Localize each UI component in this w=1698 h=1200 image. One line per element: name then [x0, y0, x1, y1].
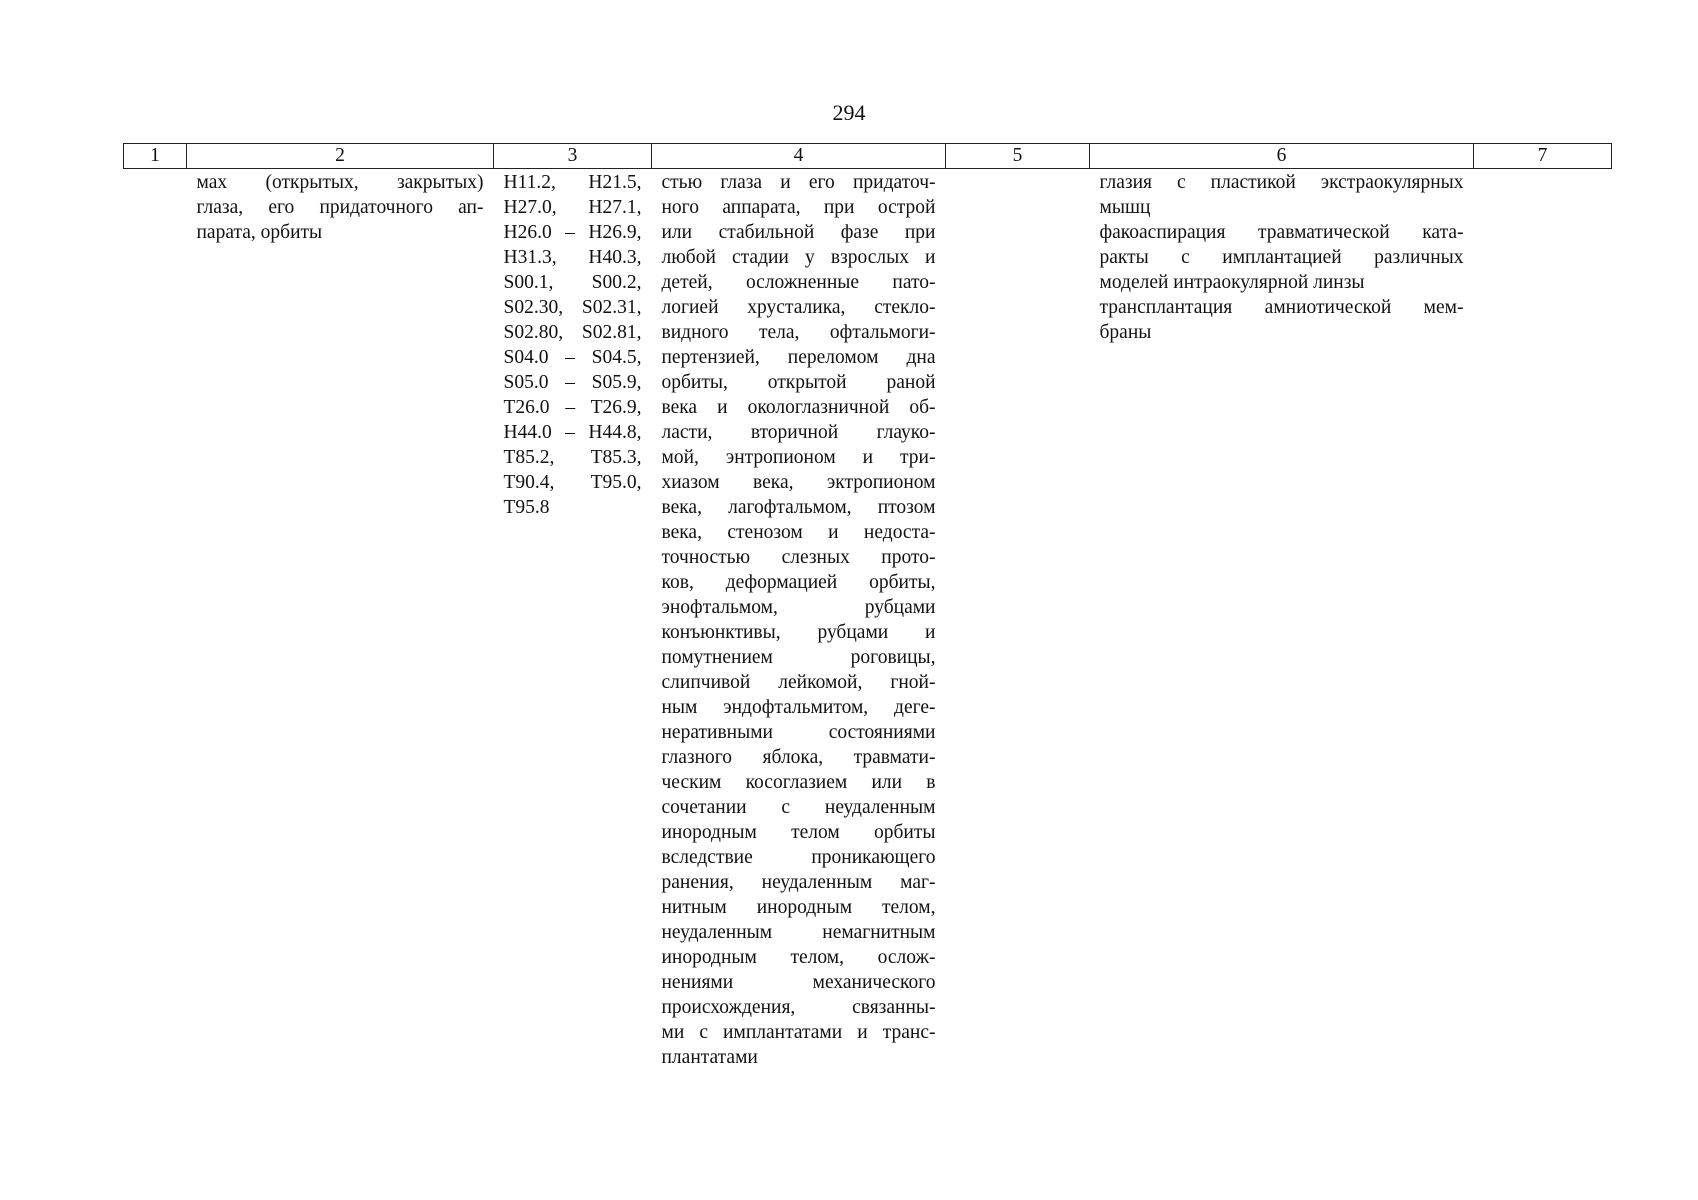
cell-col-5: [946, 169, 1090, 1071]
text-line: ков, деформацией орбиты,: [661, 572, 936, 593]
text-line: мой, энтропионом и три-: [661, 447, 936, 468]
icd-code-line: S02.30, S02.31,: [503, 297, 642, 318]
text-line: века, стенозом и недоста-: [661, 522, 936, 543]
text-line: любой стадии у взрослых и: [661, 247, 936, 268]
text-line: глаза, его придаточного ап-: [196, 197, 484, 218]
text-line: моделей интраокулярной линзы: [1099, 272, 1365, 293]
cell-patient-model: [652, 169, 946, 1071]
icd-code-line: H11.2, H21.5,: [503, 172, 642, 193]
icd-code-line: H27.0, H27.1,: [503, 197, 642, 218]
text-line: факоаспирация травматической ката-: [1099, 222, 1464, 243]
icd-code-line: S00.1, S00.2,: [503, 272, 642, 293]
cell-col-1: [124, 169, 187, 1071]
text-line: или стабильной фазе при: [661, 222, 936, 243]
icd-code-line: T85.2, T85.3,: [503, 447, 642, 468]
text-line: логией хрусталика, стекло-: [661, 297, 936, 318]
header-col-1: 1: [124, 144, 187, 169]
text-line: точностью слезных прото-: [661, 547, 936, 568]
text-line: ласти, вторичной глауко-: [661, 422, 936, 443]
icd-code-line: H26.0 – H26.9,: [503, 222, 642, 243]
table-row: [124, 169, 1612, 1071]
text-line: детей, осложненные пато-: [661, 272, 936, 293]
header-col-3: 3: [494, 144, 652, 169]
text-line: сочетании с неудаленным: [661, 797, 936, 818]
icd-code-line: T90.4, T95.0,: [503, 472, 642, 493]
text-line: глазного яблока, травмати-: [661, 747, 936, 768]
text-line: ческим косоглазием или в: [661, 772, 936, 793]
header-col-4: 4: [652, 144, 946, 169]
text-line: мышц: [1099, 197, 1151, 218]
medical-procedures-table: [123, 143, 1612, 1070]
text-line: нитным инородным телом,: [661, 897, 936, 918]
cell-condition-name: [187, 169, 494, 1071]
text-line: инородным телом орбиты: [661, 822, 936, 843]
text-line: происхождения, связанны-: [661, 997, 936, 1018]
icd-code-line: S02.80, S02.81,: [503, 322, 642, 343]
text-line: ным эндофтальмитом, деге-: [661, 697, 936, 718]
text-line: глазия с пластикой экстраокулярных: [1099, 172, 1464, 193]
text-line: неративными состояниями: [661, 722, 936, 743]
cell-treatment-methods: [1090, 169, 1474, 1071]
text-line: века, лагофтальмом, птозом: [661, 497, 936, 518]
icd-code-line: S05.0 – S05.9,: [503, 372, 642, 393]
cell-icd-codes: [494, 169, 652, 1071]
text-line: вследствие проникающего: [661, 847, 936, 868]
icd-code-line: T26.0 – T26.9,: [503, 397, 642, 418]
text-line: слипчивой лейкомой, гной-: [661, 672, 936, 693]
text-line: энофтальмом, рубцами: [661, 597, 936, 618]
icd-code-line: S04.0 – S04.5,: [503, 347, 642, 368]
page-number: 294: [832, 100, 866, 125]
text-line: века и окологлазничной об-: [661, 397, 936, 418]
header-col-5: 5: [946, 144, 1090, 169]
text-line: пертензией, переломом дна: [661, 347, 936, 368]
text-line: стью глаза и его придаточ-: [661, 172, 936, 193]
text-line: конъюнктивы, рубцами и: [661, 622, 936, 643]
text-line: хиазом века, эктропионом: [661, 472, 936, 493]
icd-code-line: H44.0 – H44.8,: [503, 422, 642, 443]
header-row: [124, 144, 1612, 169]
text-line: ракты с имплантацией различных: [1099, 247, 1464, 268]
icd-code-line: T95.8: [503, 497, 550, 518]
header-col-2: 2: [187, 144, 494, 169]
text-line: видного тела, офтальмоги-: [661, 322, 936, 343]
icd-code-line: H31.3, H40.3,: [503, 247, 642, 268]
text-line: ранения, неудаленным маг-: [661, 872, 936, 893]
text-line: браны: [1099, 322, 1152, 343]
header-col-7: 7: [1474, 144, 1612, 169]
text-line: ми с имплантатами и транс-: [661, 1022, 936, 1043]
cell-col-7: [1474, 169, 1612, 1071]
text-line: ного аппарата, при острой: [661, 197, 936, 218]
text-line: неудаленным немагнитным: [661, 922, 936, 943]
text-line: мах (открытых, закрытых): [196, 172, 484, 193]
text-line: нениями механического: [661, 972, 936, 993]
text-line: помутнением роговицы,: [661, 647, 936, 668]
text-line: плантатами: [661, 1047, 758, 1068]
text-line: орбиты, открытой раной: [661, 372, 936, 393]
text-line: парата, орбиты: [196, 222, 323, 243]
header-col-6: 6: [1090, 144, 1474, 169]
text-line: инородным телом, ослож-: [661, 947, 936, 968]
text-line: трансплантация амниотической мем-: [1099, 297, 1464, 318]
